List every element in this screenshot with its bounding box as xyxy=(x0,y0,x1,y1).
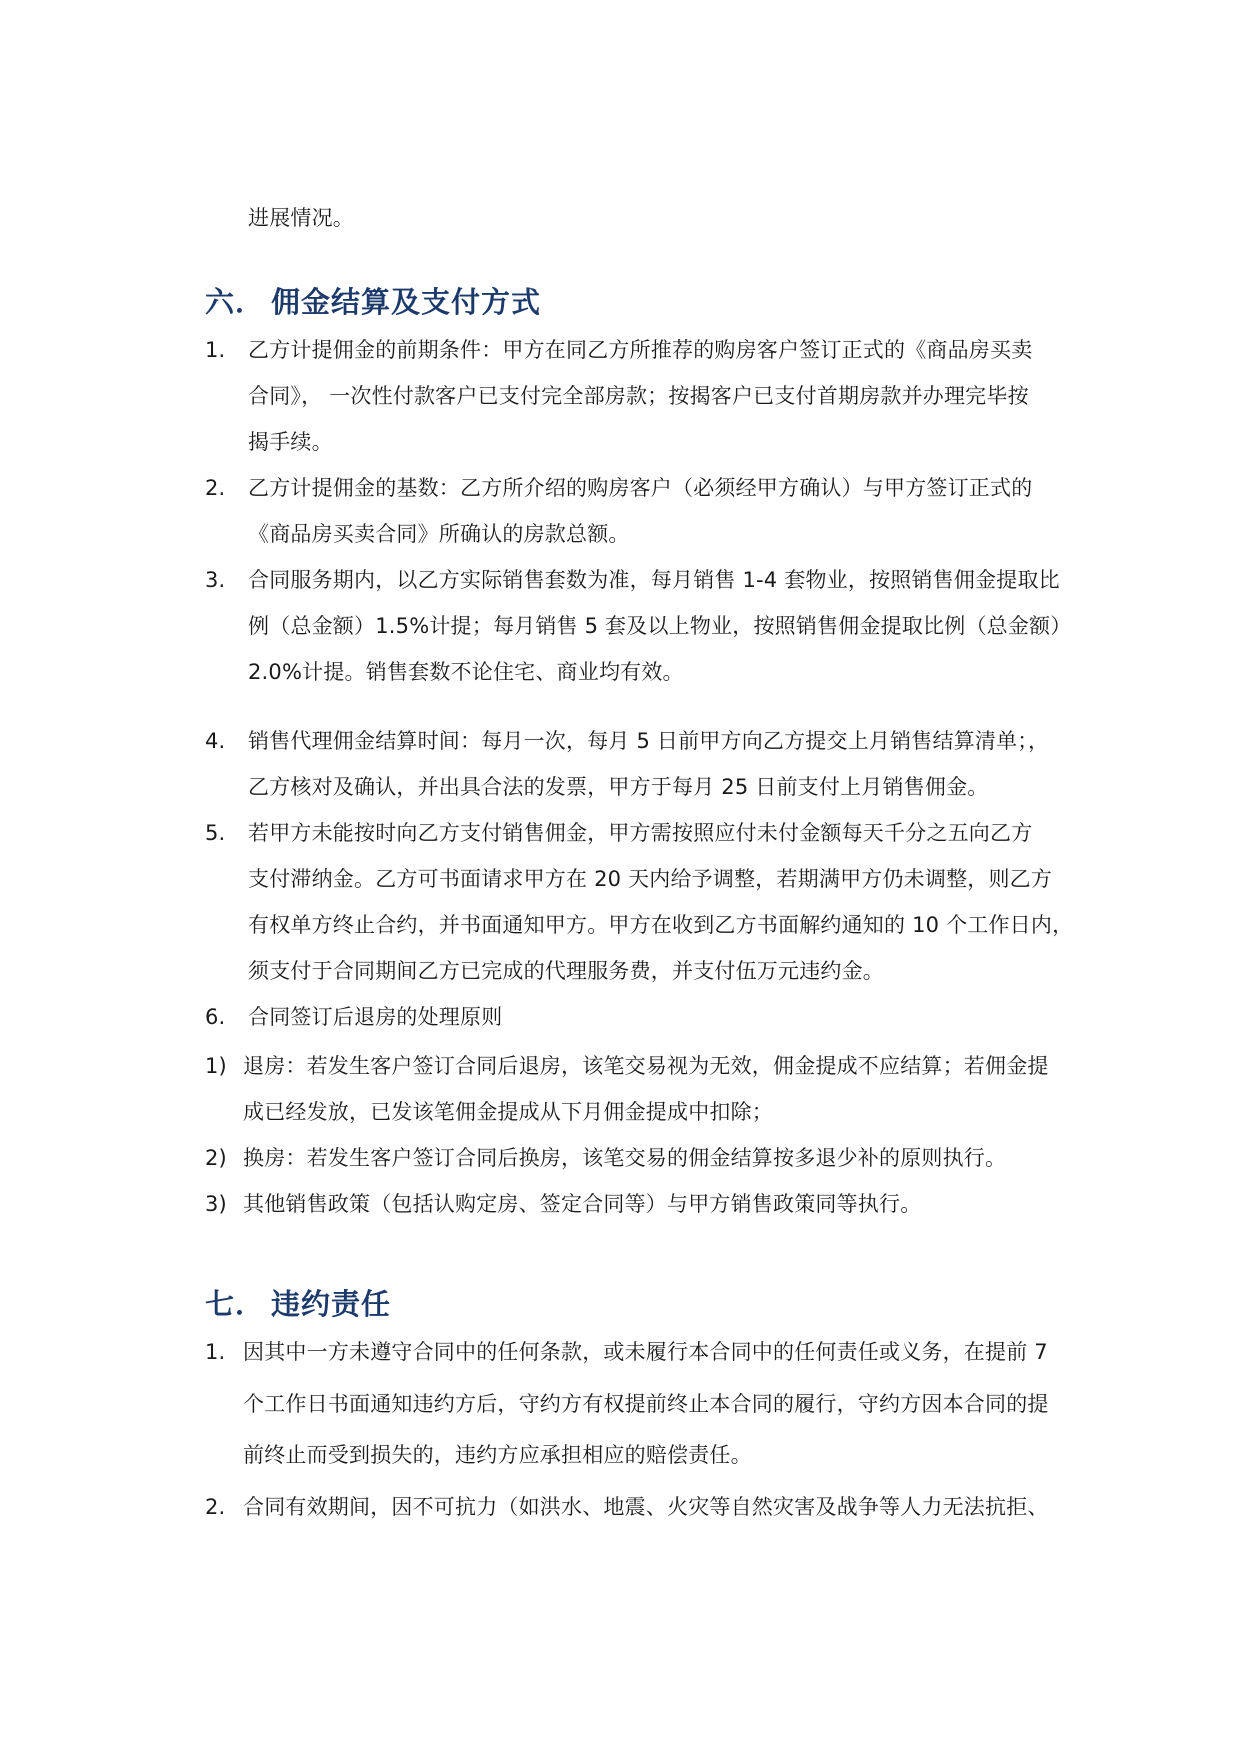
item-line: 合同签订后退房的处理原则 xyxy=(248,1005,503,1029)
sub-item-2 xyxy=(205,1135,1006,1181)
item-line: 合同有效期间，因不可抗力（如洪水、地震、火灾等自然灾害及战争等人力无法抗拒、 xyxy=(243,1495,1049,1519)
section-6-number: 六． xyxy=(205,285,266,319)
section-7-item-2 xyxy=(205,1484,1049,1530)
item-line: 揭手续。 xyxy=(248,430,333,454)
item-line: 支付滞纳金。乙方可书面请求甲方在 20 天内给予调整，若期满甲方仍未调整，则乙方 xyxy=(248,867,1053,891)
sub-item-3 xyxy=(205,1181,921,1227)
sub-item-1 xyxy=(205,1043,1049,1089)
item-line: 《商品房买卖合同》所确认的房款总额。 xyxy=(248,522,630,546)
section-7-item-1 xyxy=(205,1329,1048,1375)
section-6-item-5 xyxy=(205,810,1032,856)
item-number: 2. xyxy=(205,1495,226,1519)
sub-item-number: 2) xyxy=(205,1146,227,1170)
item-line: 合同》， 一次性付款客户已支付完全部房款；按揭客户已支付首期房款并办理完毕按 xyxy=(248,384,1029,408)
section-6-title: 佣金结算及支付方式 xyxy=(271,285,542,319)
section-6-item-4 xyxy=(205,718,1049,764)
item-line: 若甲方未能按时向乙方支付销售佣金，甲方需按照应付未付金额每天千分之五向乙方 xyxy=(248,821,1033,845)
section-6-item-1 xyxy=(205,327,1032,373)
section-6-item-2 xyxy=(205,465,1032,511)
item-line: 2.0%计提。销售套数不论住宅、商业均有效。 xyxy=(248,660,684,684)
item-number: 4. xyxy=(205,729,226,753)
item-number: 1. xyxy=(205,1340,226,1364)
item-line: 有权单方终止合约，并书面通知甲方。甲方在收到乙方书面解约通知的 10 个工作日内， xyxy=(248,913,1074,937)
item-number: 3. xyxy=(205,568,226,592)
section-7-heading xyxy=(205,1282,391,1323)
item-line: 销售代理佣金结算时间：每月一次，每月 5 日前甲方向乙方提交上月销售结算清单；， xyxy=(248,729,1050,753)
item-line: 须支付于合同期间乙方已完成的代理服务费，并支付伍万元违约金。 xyxy=(248,959,884,983)
item-number: 1. xyxy=(205,338,226,362)
item-line: 因其中一方未遵守合同中的任何条款，或未履行本合同中的任何责任或义务，在提前 7 xyxy=(243,1340,1048,1364)
sub-item-number: 3) xyxy=(205,1192,227,1216)
sub-item-line: 换房：若发生客户签订合同后换房，该笔交易的佣金结算按多退少补的原则执行。 xyxy=(243,1146,1007,1170)
sub-item-line: 成已经发放，已发该笔佣金提成从下月佣金提成中扣除； xyxy=(243,1100,773,1124)
item-number: 6. xyxy=(205,1005,226,1029)
item-line: 个工作日书面通知违约方后，守约方有权提前终止本合同的履行，守约方因本合同的提 xyxy=(243,1392,1049,1416)
item-number: 5. xyxy=(205,821,226,845)
item-line: 合同服务期内，以乙方实际销售套数为准，每月销售 1-4 套物业，按照销售佣金提取比 xyxy=(248,568,1060,592)
section-7-number: 七． xyxy=(205,1287,266,1321)
section-7-title: 违约责任 xyxy=(271,1287,392,1321)
intro-line: 进展情况。 xyxy=(248,206,354,230)
sub-item-line: 其他销售政策（包括认购定房、签定合同等）与甲方销售政策同等执行。 xyxy=(243,1192,922,1216)
item-number: 2. xyxy=(205,476,226,500)
item-line: 乙方核对及确认，并出具合法的发票，甲方于每月 25 日前支付上月销售佣金。 xyxy=(248,775,989,799)
item-line: 乙方计提佣金的基数：乙方所介绍的购房客户（必须经甲方确认）与甲方签订正式的 xyxy=(248,476,1033,500)
item-line: 前终止而受到损失的，违约方应承担相应的赔偿责任。 xyxy=(243,1443,752,1467)
item-line: 例（总金额）1.5%计提；每月销售 5 套及以上物业，按照销售佣金提取比例（总金额） xyxy=(248,614,1072,638)
section-6-heading xyxy=(205,280,541,321)
sub-item-number: 1) xyxy=(205,1054,227,1078)
sub-item-line: 退房：若发生客户签订合同后退房，该笔交易视为无效，佣金提成不应结算；若佣金提 xyxy=(243,1054,1049,1078)
section-6-item-6 xyxy=(205,994,502,1040)
section-6-item-3 xyxy=(205,557,1060,603)
item-line: 乙方计提佣金的前期条件：甲方在同乙方所推荐的购房客户签订正式的《商品房买卖 xyxy=(248,338,1033,362)
